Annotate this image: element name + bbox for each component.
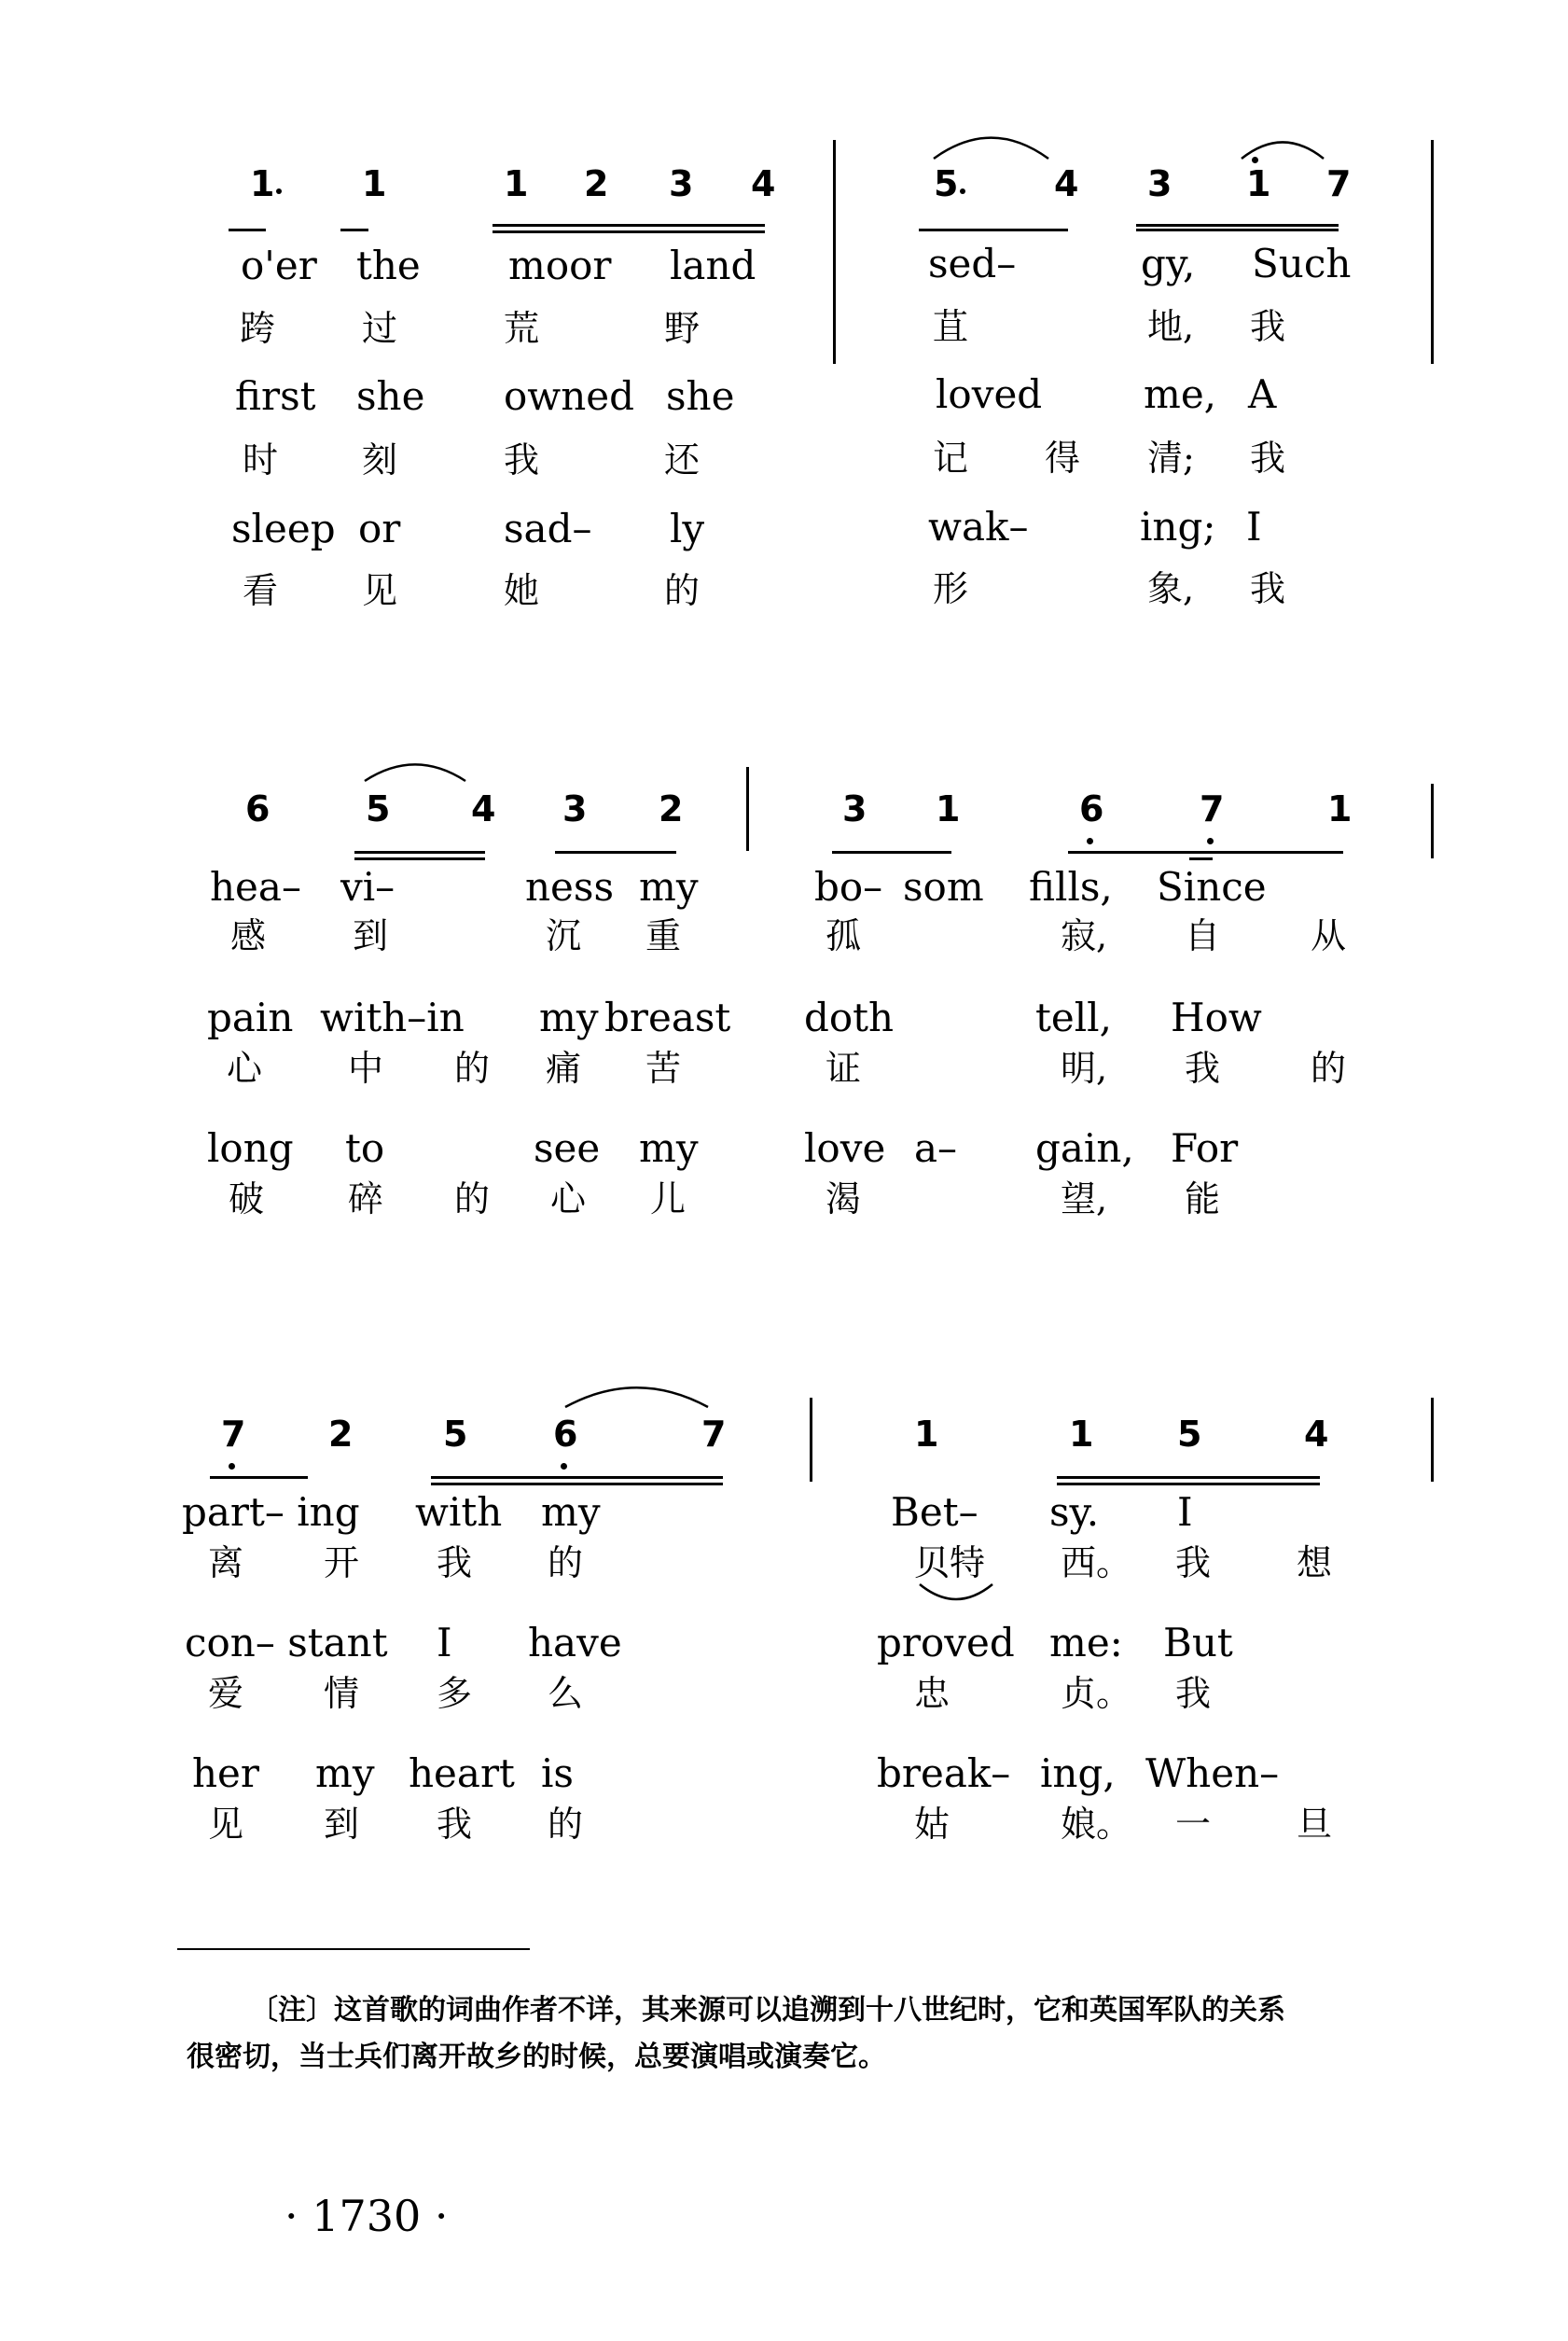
beat-underline	[919, 229, 1068, 231]
lyric-english: is	[541, 1750, 574, 1796]
lyric-english: part– ing	[182, 1489, 360, 1535]
lyric-english: the	[356, 243, 421, 288]
lyric-chinese: 贞。	[1061, 1673, 1132, 1714]
lyric-english: breast	[604, 995, 731, 1040]
lyric-chinese: 得	[1045, 438, 1081, 479]
lyric-chinese: 心	[550, 1178, 587, 1219]
lyric-chinese: 姑	[914, 1804, 951, 1845]
lyric-english: som	[903, 864, 984, 910]
lyric-english: moor	[508, 243, 612, 288]
lyric-english: break–	[877, 1750, 1011, 1796]
lyric-chinese: 渴	[826, 1178, 862, 1219]
bar-line	[833, 140, 836, 364]
lyric-english: Since	[1157, 864, 1267, 910]
lyric-english: land	[670, 243, 756, 288]
lyric-english: my	[541, 1489, 601, 1535]
lyric-english: a–	[914, 1125, 958, 1171]
lyric-english: A	[1248, 371, 1277, 417]
lyric-chinese: 的	[454, 1048, 491, 1089]
note-digit: 7	[1200, 788, 1225, 829]
lyric-english: love	[804, 1125, 886, 1171]
lyric-english: ly	[670, 506, 705, 551]
lyric-chinese: 到	[324, 1804, 360, 1845]
lyric-english: first	[235, 373, 316, 419]
lyric-english: ness	[525, 864, 615, 910]
lyric-chinese: 望,	[1061, 1178, 1108, 1219]
lyric-chinese: 跨	[240, 308, 276, 349]
lyric-english: her	[192, 1750, 259, 1796]
lyric-chinese: 儿	[650, 1178, 687, 1219]
lyric-chinese: 我	[1250, 438, 1286, 479]
footnote-line-1: 〔注〕这首歌的词曲作者不详，其来源可以追溯到十八世纪时，它和英国军队的关系	[250, 1994, 1285, 2027]
lyric-chinese: 我	[1175, 1542, 1212, 1583]
note-digit: 3	[1147, 163, 1173, 204]
lyric-slur-arc	[919, 1582, 993, 1605]
lyric-chinese: 碎	[348, 1178, 384, 1219]
lyric-chinese: 西。	[1061, 1542, 1132, 1583]
footnote-line-2: 很密切，当士兵们离开故乡的时候，总要演唱或演奏它。	[187, 2041, 886, 2073]
note-digit: 1	[1327, 788, 1353, 829]
note-digit: 4	[1054, 163, 1079, 204]
lyric-chinese: 我	[1185, 1048, 1221, 1089]
lyric-chinese: 我	[1250, 568, 1286, 609]
lyric-english: she	[356, 373, 425, 419]
octave-low-dot	[561, 1463, 567, 1470]
lyric-chinese: 感	[230, 915, 267, 956]
lyric-chinese: 象,	[1147, 568, 1195, 609]
lyric-english: gy,	[1141, 241, 1196, 286]
bar-line	[1431, 1398, 1434, 1482]
lyric-chinese: 我	[437, 1542, 473, 1583]
lyric-chinese: 痛	[546, 1048, 582, 1089]
lyric-english: doth	[804, 995, 895, 1040]
beat-underline	[354, 857, 485, 860]
lyric-chinese: 明,	[1061, 1048, 1108, 1089]
lyric-chinese: 证	[826, 1048, 862, 1089]
note-digit: 1	[914, 1414, 939, 1455]
lyric-english: con– stant	[185, 1620, 388, 1665]
note-digit: 3	[562, 788, 588, 829]
lyric-english: vi–	[340, 864, 395, 910]
slur-arc	[364, 760, 466, 785]
beat-underline	[555, 851, 676, 854]
lyric-english: heart	[409, 1750, 515, 1796]
lyric-english: owned	[504, 373, 635, 419]
lyric-chinese: 的	[664, 570, 701, 611]
lyric-chinese: 破	[229, 1178, 265, 1219]
note-digit: 4	[1304, 1414, 1329, 1455]
lyric-chinese: 爱	[208, 1673, 244, 1714]
note-digit: 1	[1069, 1414, 1094, 1455]
octave-low-dot	[229, 1463, 235, 1470]
lyric-chinese: 我	[1250, 306, 1286, 347]
beat-underline	[229, 229, 266, 231]
lyric-chinese: 能	[1185, 1178, 1221, 1219]
note-digit: 7	[1326, 163, 1352, 204]
lyric-chinese: 情	[324, 1673, 360, 1714]
lyric-english: she	[666, 373, 735, 419]
lyric-chinese: 娘。	[1061, 1804, 1132, 1845]
lyric-chinese: 中	[348, 1048, 384, 1089]
note-digit: 1	[504, 163, 529, 204]
lyric-english: I	[1177, 1489, 1193, 1535]
lyric-chinese: 开	[324, 1542, 360, 1583]
octave-low-dot	[1207, 838, 1214, 844]
lyric-chinese: 还	[664, 439, 701, 481]
note-digit: 3	[842, 788, 867, 829]
lyric-chinese: 旦	[1297, 1804, 1333, 1845]
bar-line	[1431, 784, 1434, 858]
lyric-chinese: 过	[362, 308, 398, 349]
lyric-chinese: 苴	[933, 306, 969, 347]
lyric-chinese: 的	[1311, 1048, 1347, 1089]
lyric-english: sy.	[1049, 1489, 1100, 1535]
note-digit: 2	[328, 1414, 354, 1455]
lyric-chinese: 多	[437, 1673, 473, 1714]
lyric-chinese: 我	[437, 1804, 473, 1845]
lyric-chinese: 看	[243, 570, 279, 611]
lyric-english: ing,	[1040, 1750, 1116, 1796]
lyric-english: Such	[1252, 241, 1352, 286]
lyric-chinese: 的	[454, 1178, 491, 1219]
beat-underline	[1136, 224, 1339, 227]
lyric-chinese: 么	[548, 1673, 584, 1714]
lyric-english: fills,	[1029, 864, 1113, 910]
note-digit: 5	[934, 163, 959, 204]
note-digit: 1	[1246, 163, 1271, 204]
note-digit: 5	[443, 1414, 468, 1455]
note-digit: 1	[362, 163, 387, 204]
lyric-chinese: 野	[664, 308, 701, 349]
lyric-chinese: 沉	[546, 915, 582, 956]
lyric-english: wak–	[928, 504, 1029, 550]
lyric-english: For	[1171, 1125, 1239, 1171]
lyric-english: o'er	[241, 243, 317, 288]
beat-underline	[431, 1483, 723, 1485]
lyric-english: tell,	[1035, 995, 1112, 1040]
lyric-chinese: 心	[227, 1048, 263, 1089]
beat-underline	[210, 1476, 308, 1479]
lyric-chinese: 见	[208, 1804, 244, 1845]
slur-arc	[564, 1383, 709, 1411]
lyric-chinese: 想	[1297, 1542, 1333, 1583]
lyric-chinese: 寂,	[1061, 915, 1108, 956]
octave-low-dot	[1087, 838, 1093, 844]
lyric-chinese: 的	[548, 1542, 584, 1583]
beat-underline	[832, 851, 951, 854]
lyric-chinese: 形	[933, 568, 969, 609]
lyric-english: see	[534, 1125, 601, 1171]
beat-underline	[1068, 851, 1343, 854]
note-digit: 6	[1079, 788, 1104, 829]
lyric-chinese: 苦	[645, 1048, 682, 1089]
beat-underline	[1057, 1476, 1320, 1479]
lyric-english: loved	[936, 371, 1043, 417]
lyric-chinese: 记	[933, 438, 969, 479]
note-digit: 1	[936, 788, 961, 829]
lyric-chinese: 的	[548, 1804, 584, 1845]
lyric-chinese: 贝特	[914, 1542, 986, 1583]
lyric-english: But	[1163, 1620, 1233, 1665]
lyric-english: hea–	[210, 864, 301, 910]
lyric-english: my	[539, 995, 599, 1040]
lyric-chinese: 时	[243, 439, 279, 481]
lyric-chinese: 地,	[1147, 306, 1195, 347]
lyric-english: How	[1171, 995, 1262, 1040]
note-digit: 5	[1177, 1414, 1202, 1455]
lyric-chinese: 她	[504, 570, 540, 611]
lyric-english: me:	[1049, 1620, 1123, 1665]
lyric-chinese: 自	[1185, 915, 1221, 956]
beat-underline	[493, 230, 765, 233]
note-digit: 6	[245, 788, 271, 829]
slur-arc	[1241, 138, 1325, 162]
lyric-chinese: 一	[1175, 1804, 1212, 1845]
note-digit: 1	[250, 163, 275, 204]
lyric-english: pain	[207, 995, 294, 1040]
lyric-chinese: 我	[1175, 1673, 1212, 1714]
lyric-english: to	[345, 1125, 385, 1171]
beat-underline	[1189, 857, 1213, 860]
lyric-chinese: 重	[645, 915, 682, 956]
lyric-chinese: 见	[362, 570, 398, 611]
lyric-chinese: 清;	[1147, 438, 1195, 479]
lyric-english: Bet–	[891, 1489, 978, 1535]
lyric-english: my	[639, 1125, 699, 1171]
lyric-chinese: 荒	[504, 308, 540, 349]
bar-line	[1431, 140, 1434, 364]
lyric-chinese: 我	[504, 439, 540, 481]
note-digit: 2	[659, 788, 684, 829]
lyric-english: ing;	[1140, 504, 1216, 550]
lyric-english: I	[1246, 504, 1262, 550]
beat-underline	[354, 851, 485, 854]
lyric-english: bo–	[814, 864, 883, 910]
bar-line	[746, 767, 749, 851]
augmentation-dot	[960, 188, 965, 194]
beat-underline	[1057, 1483, 1320, 1485]
lyric-english: me,	[1144, 371, 1217, 417]
lyric-english: or	[358, 506, 401, 551]
note-digit: 5	[366, 788, 391, 829]
lyric-english: long	[207, 1125, 294, 1171]
lyric-english: When–	[1145, 1750, 1280, 1796]
lyric-english: with	[415, 1489, 503, 1535]
lyric-chinese: 孤	[826, 915, 862, 956]
lyric-english: with–in	[320, 995, 465, 1040]
beat-underline	[340, 229, 368, 231]
page-number: · 1730 ·	[284, 2191, 449, 2241]
lyric-english: sad–	[504, 506, 592, 551]
lyric-english: gain,	[1035, 1125, 1134, 1171]
lyric-chinese: 从	[1311, 915, 1347, 956]
note-digit: 7	[701, 1414, 727, 1455]
lyric-english: I	[437, 1620, 452, 1665]
slur-arc	[933, 132, 1049, 162]
lyric-english: sed–	[928, 241, 1017, 286]
note-digit: 3	[669, 163, 694, 204]
footnote-rule	[177, 1948, 530, 1950]
lyric-chinese: 离	[208, 1542, 244, 1583]
bar-line	[810, 1398, 812, 1482]
note-digit: 4	[751, 163, 776, 204]
lyric-chinese: 到	[353, 915, 389, 956]
note-digit: 2	[584, 163, 609, 204]
note-digit: 7	[221, 1414, 246, 1455]
lyric-english: my	[639, 864, 699, 910]
augmentation-dot	[276, 188, 282, 194]
note-digit: 4	[471, 788, 496, 829]
lyric-english: have	[528, 1620, 622, 1665]
lyric-chinese: 刻	[362, 439, 398, 481]
beat-underline	[431, 1476, 723, 1479]
lyric-english: proved	[877, 1620, 1015, 1665]
lyric-english: sleep	[231, 506, 336, 551]
beat-underline	[1136, 229, 1339, 231]
note-digit: 6	[553, 1414, 578, 1455]
lyric-english: my	[315, 1750, 375, 1796]
lyric-chinese: 忠	[914, 1673, 951, 1714]
beat-underline	[493, 224, 765, 227]
